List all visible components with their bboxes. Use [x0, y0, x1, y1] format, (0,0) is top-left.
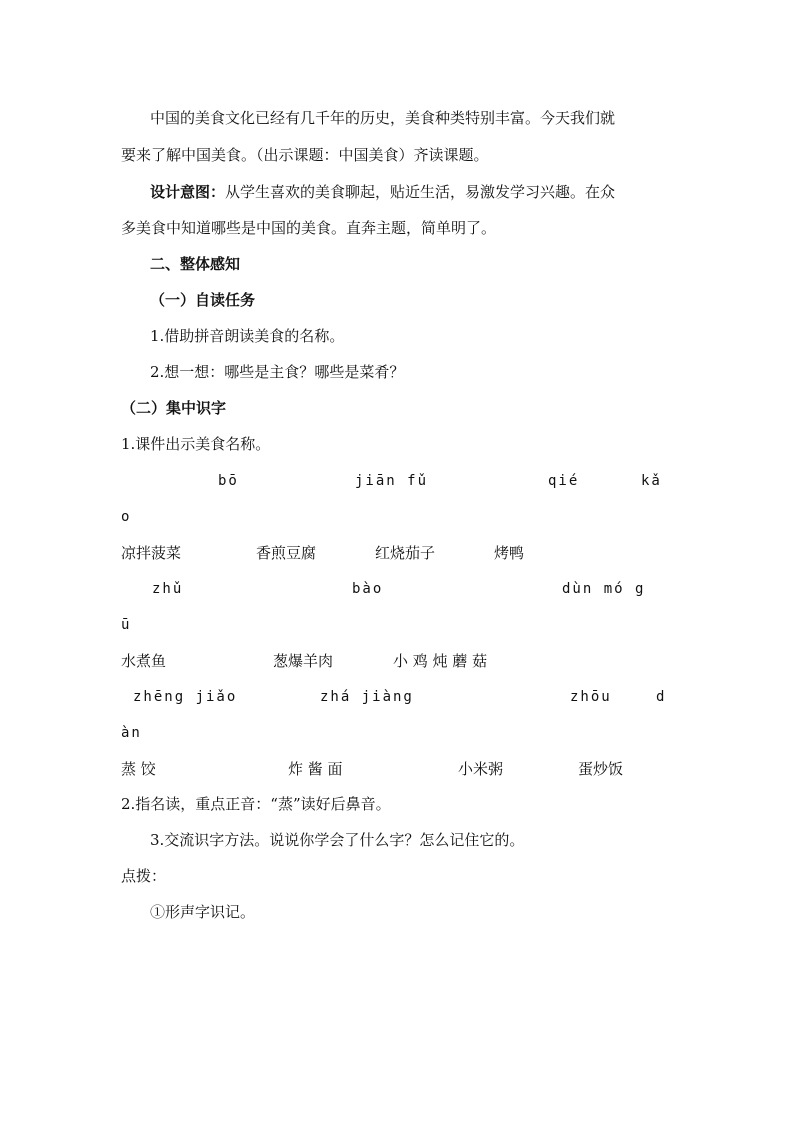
literacy-item-1: 1.课件出示美食名称。	[121, 435, 271, 453]
intro-line-2: 要来了解中国美食。（出示课题：中国美食）齐读课题。	[121, 146, 489, 164]
food-hongshao-qiezi: 红烧茄子	[375, 544, 436, 562]
pinyin-zhu: zhǔ	[152, 581, 184, 597]
pinyin-dun-mo-g: dùn mó g	[562, 581, 646, 597]
food-congbao-yangrou: 葱爆羊肉	[273, 652, 334, 670]
food-danchaofan: 蛋炒饭	[578, 760, 624, 778]
pinyin-bao: bào	[352, 581, 384, 597]
design-line-2: 多美食中知道哪些是中国的美食。直奔主题，简单明了。	[121, 219, 497, 237]
task-item-1: 1.借助拼音朗读美食的名称。	[150, 327, 345, 345]
pinyin-d: d	[656, 689, 667, 705]
section-heading: 二、整体感知	[150, 255, 241, 273]
intro-line-1: 中国的美食文化已经有几千年的历史，美食种类特别丰富。今天我们就	[150, 109, 616, 127]
hint-label: 点拨：	[121, 867, 167, 885]
subsection-heading-1: （一）自读任务	[150, 291, 256, 309]
pinyin-ka: kǎ	[641, 473, 662, 489]
pinyin-bo: bō	[218, 473, 239, 489]
design-line-1	[150, 182, 615, 202]
literacy-item-2: 2.指名读，重点正音：“蒸”读好后鼻音。	[121, 795, 391, 813]
food-liangban-bocai: 凉拌菠菜	[121, 544, 182, 562]
pinyin-jian-fu: jiān fǔ	[355, 473, 429, 489]
design-text: 从学生喜欢的美食聊起，贴近生活，易激发学习兴趣。在众	[225, 183, 616, 201]
pinyin-zhou: zhōu	[570, 689, 612, 705]
hint-item-1: ①形声字识记。	[150, 903, 256, 921]
pinyin-zha-jiang: zhá jiàng	[320, 689, 414, 705]
pinyin-qie: qié	[548, 473, 580, 489]
food-xiangjian-doufu: 香煎豆腐	[256, 544, 317, 562]
literacy-item-3: 3.交流识字方法。说说你学会了什么字？怎么记住它的。	[150, 831, 525, 849]
food-zhajiangmian: 炸 酱 面	[288, 760, 343, 778]
pinyin-wrap-o: o	[121, 509, 132, 525]
subsection-heading-2: （二）集中识字	[121, 399, 227, 417]
food-zhengjiao: 蒸 饺	[121, 760, 156, 778]
food-shuizhuyu: 水煮鱼	[121, 652, 167, 670]
food-xiaomizhou: 小米粥	[458, 760, 504, 778]
food-kaoya: 烤鸭	[494, 544, 525, 562]
pinyin-wrap-an: àn	[121, 725, 142, 741]
design-label: 设计意图：	[150, 183, 226, 201]
pinyin-zheng-jiao: zhēng jiǎo	[133, 689, 238, 705]
pinyin-wrap-u: ū	[121, 617, 132, 633]
food-xiaoji-dun-mogu: 小 鸡 炖 蘑 菇	[393, 652, 488, 670]
task-item-2: 2.想一想：哪些是主食？哪些是菜肴？	[150, 363, 405, 381]
